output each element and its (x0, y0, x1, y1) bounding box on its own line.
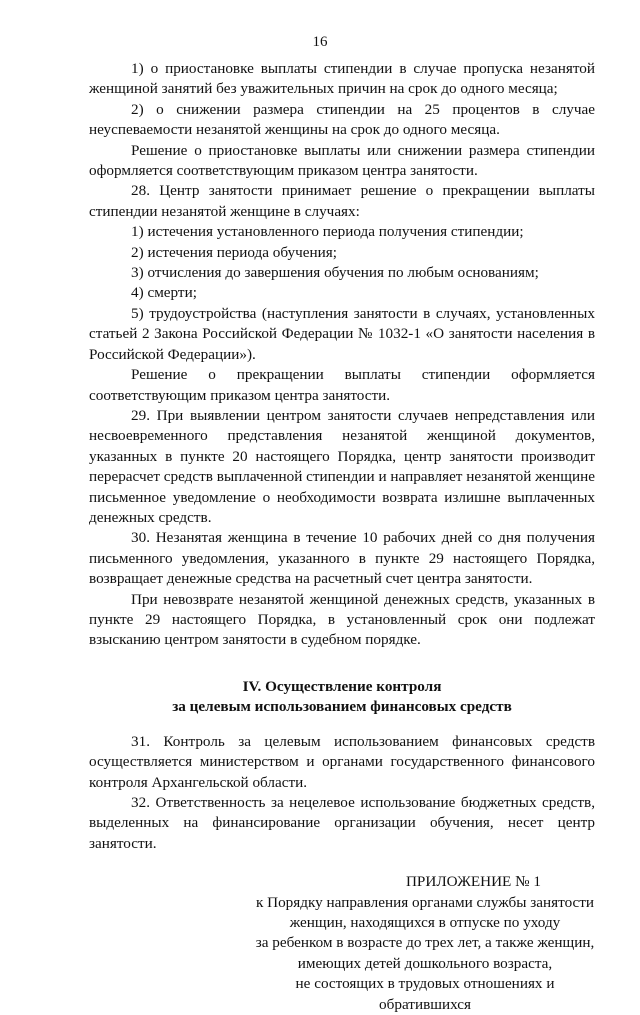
paragraphs-bottom (89, 732, 595, 854)
appendix-line: женщин, находящихся в отпуске по уходу (289, 914, 561, 932)
paragraph: 30. Незанятая женщина в течение 10 рабочих дней со дня получения письменного уведомления, указанного в пункте 29 настоящего Порядка, возвращает денежные средства на расчетный счет центра занятости. (89, 529, 595, 588)
appendix-block (89, 872, 595, 1015)
section-heading-line: за целевым использованием финансовых средств (172, 697, 512, 715)
page-number: 16 (312, 34, 328, 50)
paragraph: 2) о снижении размера стипендии на 25 процентов в случае неуспеваемости незанятой женщины на срок до одного месяца. (89, 100, 595, 139)
paragraph: Решение о прекращении выплаты стипендии оформляется соответствующим приказом центра занятости. (89, 366, 595, 404)
paragraph: 1) о приостановке выплаты стипендии в случае пропуска незанятой женщиной занятий без уважительных причин на срок до одного месяца; (89, 60, 595, 98)
paragraph: 2) истечения периода обучения; (131, 243, 337, 261)
appendix-line: к Порядку направления органами службы занятости (255, 893, 595, 911)
paragraph: 3) отчисления до завершения обучения по любым основаниям; (131, 264, 539, 282)
paragraph: 28. Центр занятости принимает решение о прекращении выплаты стипендии незанятой женщине в случаях: (89, 182, 595, 220)
section-heading-line: IV. Осуществление контроля (242, 677, 442, 695)
appendix-caption (255, 893, 595, 1015)
paragraph: Решение о приостановке выплаты или снижении размера стипендии оформляется соответствующим приказом центра занятости. (89, 141, 595, 180)
appendix-line: не состоящих в трудовых отношениях и обратившихся (295, 975, 555, 1013)
section-heading (89, 677, 595, 717)
paragraph: 29. При выявлении центром занятости случаев непредставления или несвоевременного представления незанятой женщиной документов, указанных в пункте 20 настоящего Порядка, центр занятости производит перерасчет средств выплаченной стипендии и направляет незанятой женщине письменное уведомление о необходимости возврата излишне выплаченных денежных средств. (89, 406, 595, 526)
document-body (89, 59, 595, 1015)
appendix-line: за ребенком в возрасте до трех лет, а также женщин, (255, 934, 595, 952)
paragraph: 5) трудоустройства (наступления занятости в случаях, установленных статьей 2 Закона Российской Федерации № 1032-1 «О занятости населения в Российской Федерации»). (89, 304, 595, 363)
paragraph: При невозврате незанятой женщиной денежных средств, указанных в пункте 29 настоящего Порядка, в установленный срок они подлежат взысканию центром занятости в судебном порядке. (89, 590, 595, 649)
paragraph: 1) истечения установленного периода получения стипендии; (131, 223, 524, 241)
paragraphs-top (89, 59, 595, 651)
paragraph: 31. Контроль за целевым использованием финансовых средств осуществляется министерством и органами государственного финансового контроля Архангельской области. (89, 732, 595, 791)
paragraph: 32. Ответственность за нецелевое использование бюджетных средств, выделенных на финансирование организации обучения, несет центр занятости. (89, 794, 595, 852)
appendix-title: ПРИЛОЖЕНИЕ № 1 (405, 873, 541, 891)
paragraph: 4) смерти; (131, 284, 197, 302)
appendix-line: имеющих детей дошкольного возраста, (297, 954, 553, 972)
